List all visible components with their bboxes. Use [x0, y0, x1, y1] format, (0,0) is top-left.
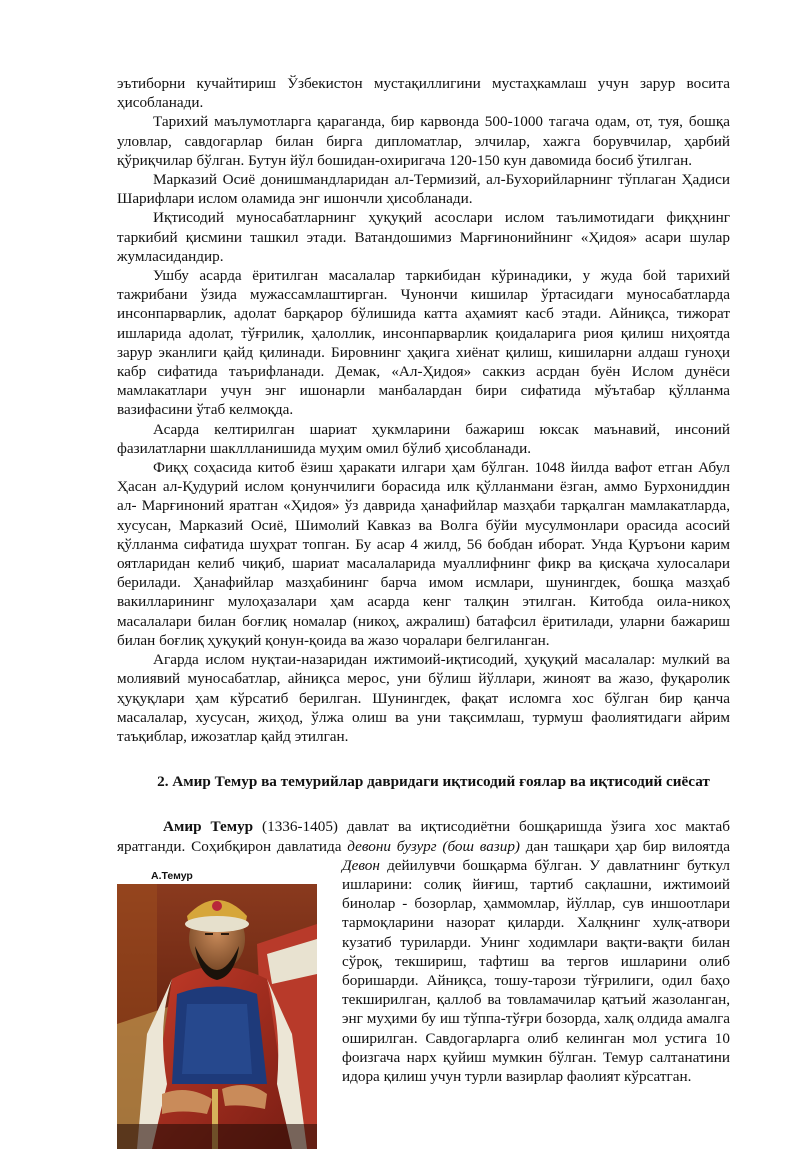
paragraph-fiqh: Иқтисодий муносабатларнинг ҳуқуқий асослари ислом таълимотидаги фиқҳнинг таркибий қисмини ташкил этади. Ватандошимиз Марғинонийнинг «Ҳидоя» асари шулар жумласидандир. [117, 209, 730, 265]
paragraph-intro: эътиборни кучайтириш Ўзбекистон мустақиллигини мустаҳкамлаш учун зарур восита ҳисобланади. [117, 75, 730, 112]
figure-caption: А.Темур [151, 869, 193, 882]
portrait-figure [0, 856, 332, 1149]
timur-italic-a: девони бузург (бош вазир) [347, 837, 520, 855]
paragraph-timur [117, 817, 730, 1086]
paragraph-caravans: Тарихий маълумотларга қараганда, бир карвонда 500-1000 тагача одам, от, туя, бошқа уловлар, савдогарлар билан бирга дипломатлар, элчилар, хажга борувчилар, ҳарбий қўриқчилар бўлган. Бутун йўл бошидан-охиригача 120-150 кун давомида босиб ўтилган. [117, 113, 730, 169]
paragraph-islam-view: Агарда ислом нуқтаи-назаридан ижтимоий-иқтисодий, ҳуқуқий масалалар: мулкий ва молиявий муносабатлар, айниқса мерос, уни бўлиш йўллари, жиноят ва жазо, фуқаролик ҳуқуқлари ҳам кўрсатиб берилган. Шунингдек, фақат исломга хос бўлган бир қанча масалалар, хусусан, жиҳод, ўлжа олиш ва уни тақсимлаш, турмуш фаолиятидаги айрим таъқиблар, ижозатлар қайд этилган. [117, 651, 730, 745]
timur-text-b: дан ташқари ҳар бир вилоятда [519, 837, 731, 855]
paragraph-sharia: Асарда келтирилган шариат ҳукмларини бажариш юксак маънавий, инсоний фазилатларни шакллланишида муҳим омил бўлиб ҳисобланади. [117, 420, 730, 457]
portrait-painting-icon [117, 884, 317, 1149]
timur-text-a: (1336-1405) давлат ва иқтисодиётни бошқаришда ўзига хос мактаб яратганди. Соҳибқирон давлатида [117, 818, 731, 855]
timur-text-c: дейилувчи бошқарма бўлган. У давлатнинг буткул ишларини: солиқ йиғиш, тартиб сақлашни, ижтимоий бинолар - бозорлар, ҳаммомлар, йўллар, сув иншоотлари тармоқларини назорат қиларди. Халқнинг хулқ-атвори кузатиб туриларди. Унинг ходимлари вақти-вақти билан сўроқ, текшириш, тафтиш ва тергов ишларини олиб боришарди. Айниқса, тошу-тарози тўғрилиги, одил баҳо текширилган, қаллоб ва товламачилар қатъий жазоланган, энг муҳими бу иш тўппа-тўғри бозорда, халқ олдида амалга оширилган. Савдогарларга олиб келинган мол устига 10 фоизгача нарх қуйиш мумкин бўлган. Темур салтанатини идора қилиш учун турли вазирлар фаолият кўрсатган. [342, 856, 730, 1085]
timur-italic-b: Девон [342, 856, 380, 874]
paragraph-history: Фиқҳ соҳасида китоб ёзиш ҳаракати илгари ҳам бўлган. 1048 йилда вафот етган Абул Ҳасан ал-Қудурий ислом қонунчилиги борасида илк қўлланмани ёзган, аммо Бурхониддин ал- Марғиноний яратган «Ҳидоя» ўз даврида ҳанафийлар мазҳаби тарқалган мамлакатларда, хусусан, Марказий Осиё, Шимолий Кавказ ва Волга бўйи мусулмонлари орасида асосий қўлланма сифатида шуҳрат топган. Бу асар 4 жилд, 56 бобдан иборат. Унда Қуръони карим оятларидан келиб чиқиб, шариат масалаларида муаллифнинг фикр ва қисқача хулосалари берилади. Ҳанафийлар мазҳабининг барча имом исмлари, шунингдек, бошқа мазҳаб вакилларининг мулоҳазалари ҳам асарда кенг талқин этилган. Китобда оила-никоҳ масалалари билан боғлиқ номалар (никоҳ, ажралиш) батафсил ёритилади, уларни бажариш билан боғлиқ ҳуқуқий қонун-қоида ва жазо чоралари белгиланган. [117, 459, 730, 649]
paragraph-hidoya: Ушбу асарда ёритилган масалалар таркибидан кўринадики, у жуда бой тарихий тажрибани ўзида мужассамлаштирган. Чунончи кишилар ўртасидаги муносабатларда инсонпарварлик, адолат барқарор бўлишида катта аҳамият касб этади. Айниқса, тижорат ишларида адолат, тўғрилик, ҳалоллик, инсонпарварлик қоидаларига риоя қилиш ниҳоятда зарур эканлиги қайд қилинади. Бировнинг ҳақига хиёнат қилиш, кишиларни алдаш гуноҳи кабр сифатида таърифланади. Демак, «Ал-Ҳидоя» саккиз асрдан буён Ислом дунёси мамлакатлари учун энг ишонарли манбалардан бири сифатида мўътабар қўлланма вазифасини ўтаб келмоқда. [117, 267, 730, 419]
paragraph-hadith: Марказий Осиё донишмандларидан ал-Термизий, ал-Бухорийларнинг тўплаган Ҳадиси Шарифлари ислом оламида энг ишончли ҳисобланади. [117, 171, 730, 208]
timur-name: Амир Темур [163, 818, 254, 836]
section-heading: 2. Амир Темур ва темурийлар давридаги иқтисодий ғоялар ва иқтисодий сиёсат [157, 773, 710, 791]
